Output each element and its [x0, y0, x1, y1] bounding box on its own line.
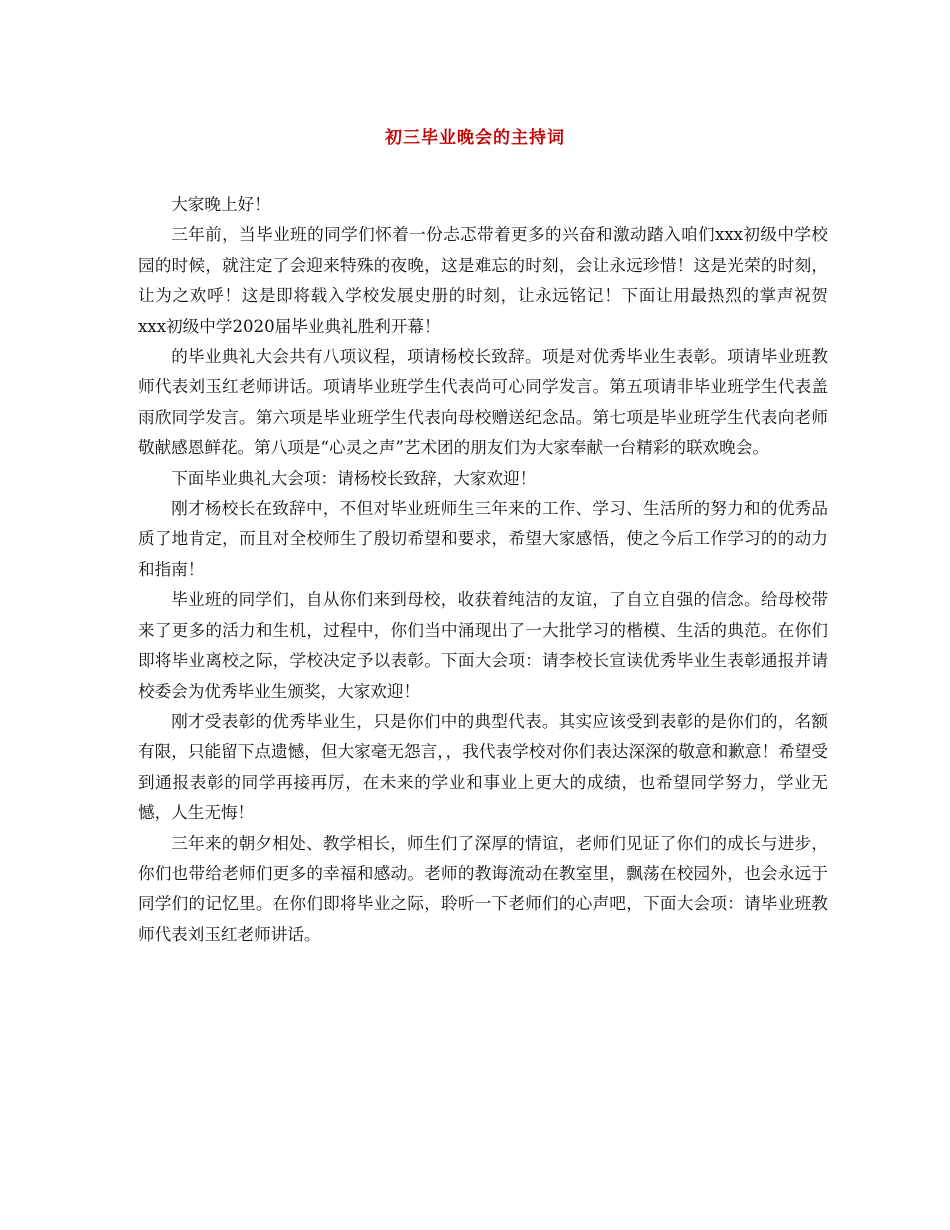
paragraph-teacher-speech: 三年来的朝夕相处、教学相长，师生们了深厚的情谊，老师们见证了你们的成长与进步，你们也带给老师们更多的幸福和感动。老师的教诲流动在教室里，飘荡在校园外，也会永远于同学们的记忆里。在你们即将毕业之际，聆听一下老师们的心声吧，下面大会项：请毕业班教师代表刘玉红老师讲话。 [138, 833, 828, 944]
paragraph-honored-students: 刚才受表彰的优秀毕业生，只是你们中的典型代表。其实应该受到表彰的是你们的，名额有限，只能留下点遗憾，但大家毫无怨言，，我代表学校对你们表达深深的敬意和歉意！希望受到通报表彰的同学再接再厉，在未来的学业和事业上更大的成绩，也希望同学努力，学业无憾，人生无悔！ [138, 711, 828, 823]
document-body [138, 190, 828, 950]
document-title: 初三毕业晚会的主持词 [385, 128, 565, 148]
paragraph-award: 毕业班的同学们，自从你们来到母校，收获着纯洁的友谊，了自立自强的信念。给母校带来了更多的活力和生机，过程中，你们当中涌现出了一大批学习的楷模、生活的典范。在你们即将毕业离校之际，学校决定予以表彰。下面大会项：请李校长宣读优秀毕业生表彰通报并请校委会为优秀毕业生颁奖，大家欢迎！ [138, 590, 828, 701]
paragraph-greeting: 大家晚上好！ [171, 195, 271, 214]
paragraph-first-item: 下面毕业典礼大会项：请杨校长致辞，大家欢迎！ [171, 468, 537, 488]
paragraph-opening: 三年前，当毕业班的同学们怀着一份忐忑带着更多的兴奋和激动踏入咱们xxx初级中学校园的时候，就注定了会迎来特殊的夜晚，这是难忘的时刻，会让永远珍惜！这是光荣的时刻，让为之欢呼！这是即将载入学校发展史册的时刻，让永远铭记！下面让用最热烈的掌声祝贺xxx初级中学2020届毕业典礼胜利开幕！ [138, 225, 828, 336]
paragraph-agenda: 的毕业典礼大会共有八项议程，项请杨校长致辞。项是对优秀毕业生表彰。项请毕业班教师代表刘玉红老师讲话。项请毕业班学生代表尚可心同学发言。第五项请非毕业班学生代表盖雨欣同学发言。第六项是毕业班学生代表向母校赠送纪念品。第七项是毕业班学生代表向老师敬献感恩鲜花。第八项是“心灵之声”艺术团的朋友们为大家奉献一台精彩的联欢晚会。 [138, 347, 828, 458]
paragraph-principal-speech: 刚才杨校长在致辞中，不但对毕业班师生三年来的工作、学习、生活所的努力和的优秀品质了地肯定，而且对全校师生了殷切希望和要求，希望大家感悟，使之今后工作学习的的动力和指南！ [138, 499, 828, 579]
